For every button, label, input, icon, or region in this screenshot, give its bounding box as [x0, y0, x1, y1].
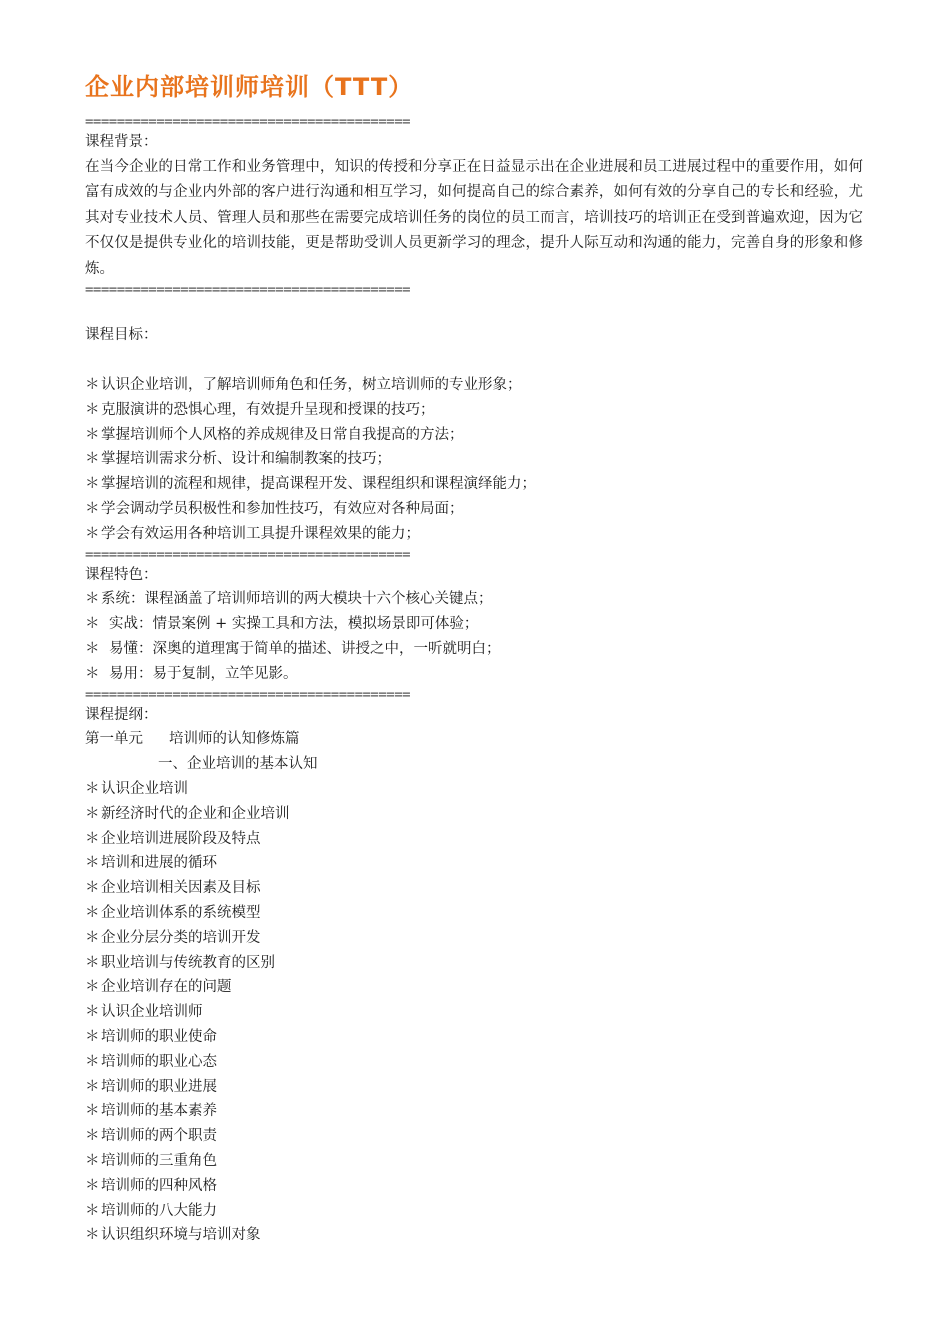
list-item	[85, 1199, 865, 1224]
bullet-asterisk: ＊	[85, 1153, 100, 1169]
list-item	[85, 851, 865, 876]
list-item	[85, 447, 865, 472]
bullet-asterisk: ＊	[85, 830, 100, 847]
features-heading: 课程特色：	[85, 566, 158, 583]
list-item-text: 企业培训体系的系统模型	[101, 905, 261, 922]
bullet-asterisk: ＊	[85, 1029, 100, 1046]
outline-section-heading: 一、企业培训的基本认知	[158, 756, 318, 773]
list-item-text: 掌握培训师个人风格的养成规律及日常自我提高的方法；	[101, 426, 464, 443]
bullet-asterisk: ＊	[85, 1227, 100, 1244]
document-page	[85, 70, 865, 1248]
bullet-asterisk: ＊	[85, 501, 100, 518]
outline-unit	[85, 727, 865, 752]
bullet-asterisk: ＊	[85, 855, 100, 872]
list-item-text: 培训师的八大能力	[101, 1202, 217, 1219]
bullet-asterisk: ＊	[85, 1103, 100, 1120]
list-item	[85, 827, 865, 852]
list-item-text: 认识企业培训师	[101, 1004, 203, 1021]
bullet-asterisk: ＊	[85, 954, 100, 971]
list-item-text: 职业培训与传统教育的区别	[101, 954, 275, 971]
list-item-text: 认识企业培训	[101, 781, 188, 798]
bullet-asterisk: ＊	[85, 880, 100, 897]
list-item	[85, 612, 865, 637]
list-item-text: 培训师的基本素养	[101, 1103, 217, 1120]
list-item	[85, 662, 865, 687]
list-item	[85, 637, 865, 662]
bullet-asterisk: ＊	[85, 525, 100, 542]
list-item-text: 认识企业培训，了解培训师角色和任务，树立培训师的专业形象；	[101, 377, 522, 394]
list-item	[85, 1000, 865, 1025]
unit-name: 培训师的认知修炼篇	[169, 731, 300, 748]
bullet-asterisk: ＊	[85, 1078, 100, 1095]
list-item	[85, 901, 865, 926]
separator-line: =========================================	[85, 686, 411, 703]
list-item	[85, 1174, 865, 1199]
list-item-text: 企业培训进展阶段及特点	[101, 830, 261, 847]
list-item	[85, 1099, 865, 1124]
list-item-text: 培训和进展的循环	[101, 855, 217, 872]
list-item-text: 认识组织环境与培训对象	[101, 1227, 261, 1244]
outline-heading: 课程提纲：	[85, 706, 158, 723]
bullet-asterisk: ＊	[85, 1202, 100, 1219]
list-item-text: 培训师的四种风格	[101, 1177, 217, 1194]
list-item-text: 企业培训存在的问题	[101, 979, 232, 996]
outline-list	[85, 777, 865, 1248]
bullet-asterisk: ＊	[85, 401, 100, 418]
bullet-asterisk: ＊	[85, 1128, 100, 1145]
list-item	[85, 472, 865, 497]
list-item-text: 易用：易于复制，立竿见影。	[109, 665, 298, 682]
list-item-text: 企业分层分类的培训开发	[101, 929, 261, 946]
unit-label: 第一单元	[85, 731, 143, 748]
list-item	[85, 1149, 865, 1174]
goals-heading: 课程目标：	[85, 327, 158, 344]
list-item	[85, 497, 865, 522]
list-item	[85, 951, 865, 976]
background-heading: 课程背景：	[85, 134, 158, 150]
bullet-asterisk: ＊	[85, 1053, 100, 1070]
list-item	[85, 777, 865, 802]
list-item	[85, 1025, 865, 1050]
bullet-asterisk: ＊	[85, 1177, 100, 1194]
separator-line: =========================================	[85, 546, 411, 563]
list-item	[85, 373, 865, 398]
list-item	[85, 423, 865, 448]
separator-line: =========================================	[85, 114, 411, 130]
background-paragraph: 在当今企业的日常工作和业务管理中，知识的传授和分享正在日益显示出在企业进展和员工进展过程中的重要作用，如何富有成效的与企业内外部的客户进行沟通和相互学习，如何提高自己的综合素养，如何有效的分享自己的专长和经验，尤其对专业技术人员、管理人员和那些在需要完成培训任务的岗位的员工而言，培训技巧的培训正在受到普遍欢迎，因为它不仅仅是提供专业化的培训技能，更是帮助受训人员更新学习的理念，提升人际互动和沟通的能力，完善自身的形象和修炼。	[85, 158, 863, 277]
goals-list	[85, 373, 865, 547]
bullet-asterisk: ＊	[85, 929, 100, 946]
list-item-text: 培训师的职业使命	[101, 1029, 217, 1046]
list-item	[85, 398, 865, 423]
bullet-asterisk: ＊	[85, 591, 100, 608]
list-item	[85, 876, 865, 901]
list-item	[85, 522, 865, 547]
bullet-asterisk: ＊	[85, 641, 100, 658]
bullet-asterisk: ＊	[85, 616, 100, 633]
list-item-text: 培训师的职业心态	[101, 1053, 217, 1070]
list-item	[85, 587, 865, 612]
list-item	[85, 975, 865, 1000]
bullet-asterisk: ＊	[85, 805, 100, 822]
features-list	[85, 587, 865, 686]
list-item-text: 培训师的三重角色	[101, 1153, 217, 1169]
list-item	[85, 802, 865, 827]
list-item-text: 企业培训相关因素及目标	[101, 880, 261, 897]
list-item-text: 培训师的职业进展	[101, 1078, 217, 1095]
separator-line: =========================================	[85, 282, 411, 299]
list-item-text: 易懂：深奥的道理寓于简单的描述、讲授之中，一听就明白；	[109, 641, 501, 658]
list-item-text: 新经济时代的企业和企业培训	[101, 805, 290, 822]
bullet-asterisk: ＊	[85, 665, 100, 682]
list-item	[85, 1223, 865, 1248]
list-item-text: 学会调动学员积极性和参加性技巧，有效应对各种局面；	[101, 501, 464, 518]
bullet-asterisk: ＊	[85, 781, 100, 798]
bullet-asterisk: ＊	[85, 476, 100, 493]
bullet-asterisk: ＊	[85, 377, 100, 394]
list-item-text: 培训师的两个职责	[101, 1128, 217, 1145]
list-item-text: 实战：情景案例 + 实操工具和方法，模拟场景即可体验；	[109, 616, 479, 633]
document-title: 企业内部培训师培训（TTT）	[85, 73, 414, 101]
bullet-asterisk: ＊	[85, 979, 100, 996]
list-item-text: 掌握培训需求分析、设计和编制教案的技巧；	[101, 451, 391, 468]
list-item	[85, 1075, 865, 1100]
list-item	[85, 1124, 865, 1149]
bullet-asterisk: ＊	[85, 451, 100, 468]
bullet-asterisk: ＊	[85, 1004, 100, 1021]
bullet-asterisk: ＊	[85, 426, 100, 443]
list-item-text: 掌握培训的流程和规律，提高课程开发、课程组织和课程演绎能力；	[101, 476, 536, 493]
list-item-text: 学会有效运用各种培训工具提升课程效果的能力；	[101, 525, 420, 542]
list-item-text: 克服演讲的恐惧心理，有效提升呈现和授课的技巧；	[101, 401, 435, 418]
list-item-text: 系统：课程涵盖了培训师培训的两大模块十六个核心关键点；	[101, 591, 493, 608]
list-item	[85, 926, 865, 951]
bullet-asterisk: ＊	[85, 905, 100, 922]
list-item	[85, 1050, 865, 1075]
